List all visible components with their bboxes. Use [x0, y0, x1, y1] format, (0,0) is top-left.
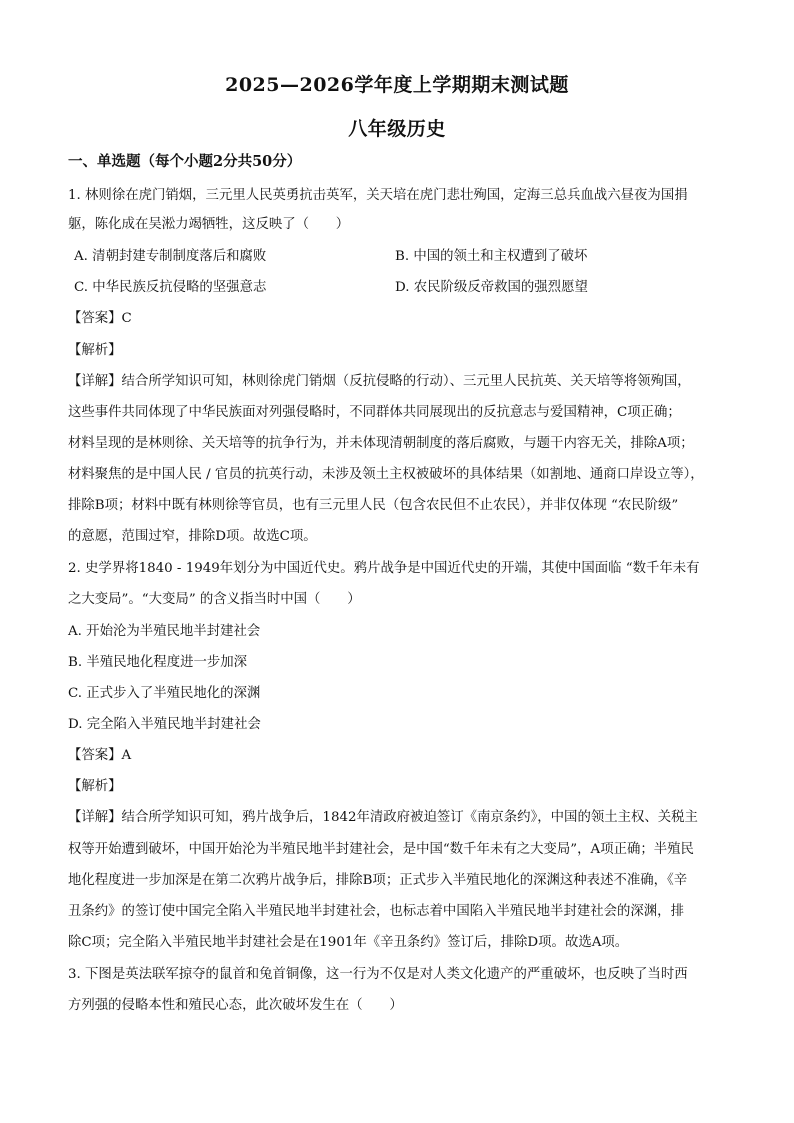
q1-detail-line2: 这些事件共同体现了中华民族面对列强侵略时，不同群体共同展现出的反抗意志与爱国精神，C项正确； — [68, 405, 681, 420]
q2-detail-line3: 地化程度进一步加深是在第二次鸦片战争后，排除B项；正式步入半殖民地化的深渊这种表述不准确，《辛 — [68, 873, 688, 888]
q1-answer: 【答案】C — [68, 311, 132, 326]
q2-option-c: C. 正式步入了半殖民地化的深渊 — [68, 686, 261, 701]
q1-option-d: D. 农民阶级反帝救国的强烈愿望 — [395, 280, 588, 295]
q1-detail-line3: 材料呈现的是林则徐、关天培等的抗争行为，并未体现清朝制度的落后腐败，与题干内容无关，排除A项； — [68, 436, 694, 451]
q1-detail-line5: 排除B项；材料中既有林则徐等官员，也有三元里人民（包含农民但不止农民），并非仅体现 “农民阶级” — [68, 498, 679, 513]
q2-option-d: D. 完全陷入半殖民地半封建社会 — [68, 717, 261, 732]
q2-stem-line2: 之大变局”。“大变局” 的含义指当时中国（ ） — [68, 592, 361, 607]
q2-detail-line5: 除C项；完全陷入半殖民地半封建社会是在1901年《辛丑条约》签订后，排除D项。故选A项。 — [68, 935, 629, 950]
q1-option-b: B. 中国的领土和主权遭到了破坏 — [395, 249, 588, 264]
q2-detail-line2: 权等开始遭到破坏，中国开始沦为半殖民地半封建社会，是中国“数千年未有之大变局”，A项正确；半殖民 — [68, 842, 694, 857]
exam-title: 2025—2026学年度上学期期末测试题 — [225, 74, 569, 96]
q2-answer: 【答案】A — [68, 748, 132, 763]
q1-stem-line2: 躯，陈化成在吴淞力竭牺牲，这反映了（ ） — [68, 217, 350, 232]
q2-detail-line4: 丑条约》的签订使中国完全陷入半殖民地半封建社会，也标志着中国陷入半殖民地半封建社会的深渊，排 — [68, 904, 684, 919]
q3-stem-line1: 3. 下图是英法联军掠夺的鼠首和兔首铜像，这一行为不仅是对人类文化遗产的严重破坏，也反映了当时西 — [68, 967, 688, 982]
q3-stem-line2: 方列强的侵略本性和殖民心态，此次破坏发生在（ ） — [68, 998, 403, 1013]
exam-subtitle: 八年级历史 — [348, 118, 446, 140]
q2-analysis-label: 【解析】 — [68, 779, 122, 794]
q1-stem-line1: 1. 林则徐在虎门销烟，三元里人民英勇抗击英军，关天培在虎门悲壮殉国，定海三总兵血战六昼夜为国捐 — [68, 188, 688, 203]
q1-option-c: C. 中华民族反抗侵略的坚强意志 — [74, 280, 267, 295]
q2-option-b: B. 半殖民地化程度进一步加深 — [68, 655, 248, 670]
q1-analysis-label: 【解析】 — [68, 343, 122, 358]
q2-option-a: A. 开始沦为半殖民地半封建社会 — [68, 624, 261, 639]
q1-detail-line1: 【详解】结合所学知识可知，林则徐虎门销烟（反抗侵略的行动）、三元里人民抗英、关天培等将领殉国， — [68, 374, 691, 389]
section-heading: 一、单选题（每个小题2分共50分） — [68, 153, 302, 170]
q2-stem-line1: 2. 史学界将1840 - 1949年划分为中国近代史。鸦片战争是中国近代史的开端，其使中国面临 “数千年未有 — [68, 561, 700, 576]
q1-detail-line6: 的意愿，范围过窄，排除D项。故选C项。 — [68, 529, 317, 544]
q2-detail-line1: 【详解】结合所学知识可知，鸦片战争后，1842年清政府被迫签订《南京条约》，中国的领土主权、关税主 — [68, 810, 698, 825]
q1-detail-line4: 材料聚焦的是中国人民 / 官员的抗英行动，未涉及领土主权被破坏的具体结果（如割地、通商口岸设立等）， — [68, 467, 704, 482]
q1-option-a: A. 清朝封建专制制度落后和腐败 — [74, 249, 267, 264]
